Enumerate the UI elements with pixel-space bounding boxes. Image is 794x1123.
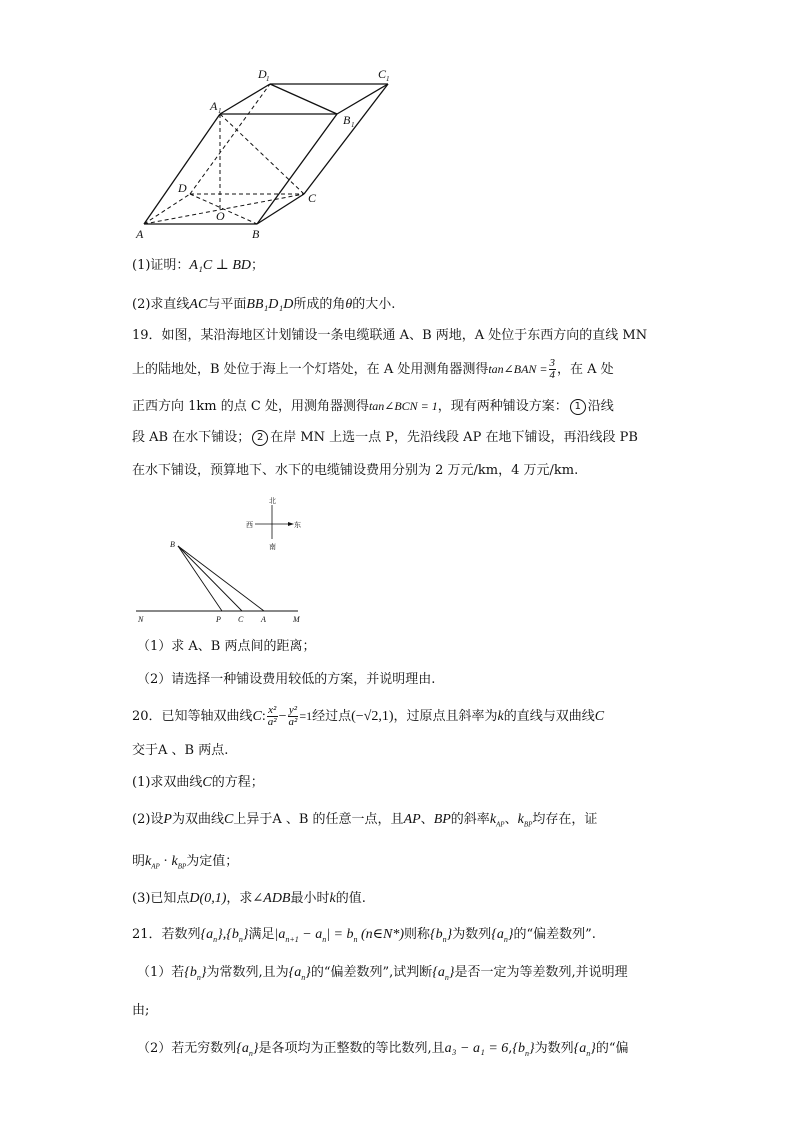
q20-p1-end: 的方程；	[211, 775, 264, 790]
q19-line4	[132, 428, 638, 448]
q19-line2-text: 上的陆地处，B 处位于海上一个灯塔处，在 A 处用测角器测得	[132, 362, 489, 377]
q20-p3-b: ，求∠	[226, 891, 264, 906]
circled-one-icon: 1	[570, 399, 586, 415]
q20-p1-c: C	[202, 775, 212, 790]
q19-fraction	[549, 358, 557, 381]
q19-line3-mid: ，现有两种铺设方案：	[437, 399, 568, 414]
q19-line2-end: ，在 A 处	[557, 362, 614, 377]
q20-p1-text: (1)求双曲线	[132, 775, 203, 790]
q18-p2-mid2: 所成的角	[293, 297, 346, 312]
q18-p1-prefix: (1)证明：	[132, 258, 190, 273]
fig-label-C: C	[238, 615, 244, 624]
q18-p2-mid: 与平面	[207, 297, 247, 312]
q20-p2-a: (2)设	[132, 812, 164, 827]
q20-c: C	[252, 709, 262, 724]
q21-p2-b: 是各项均为正整数的等比数列,且	[258, 1041, 445, 1056]
label-B1-sub: 1	[351, 121, 355, 129]
q18-p2-prefix: (2)求直线	[132, 297, 190, 312]
label-C1: C	[378, 67, 387, 81]
label-B: B	[252, 227, 260, 241]
q20-p3-k: k	[329, 891, 336, 906]
q20-part2: (2)设P为双曲线C上异于A 、B 的任意一点，且AP、BP的斜率$k_{AP}$、$k_{BP}$均存在，证	[132, 812, 598, 829]
q19-tan-bcn: tan∠BCN = 1	[368, 399, 438, 413]
q20-line-text: 的直线与双曲线	[503, 709, 595, 724]
q21-p1-b: 为常数列,且为	[206, 965, 289, 980]
q21-intro: 21．若数列	[132, 927, 201, 942]
q20-frac-x: $\frac{\text{x²}}{\text{a²}}$	[267, 704, 277, 728]
q21-p1-d: 是否一定为等差数列,并说明理	[454, 965, 628, 980]
q20-d: D(0,1)	[189, 891, 227, 906]
q19-sub2: （2）请选择一种铺设费用较低的方案，并说明理由.	[137, 672, 436, 687]
compass-east: 东	[294, 521, 301, 529]
q20-p3-c: 最小时	[290, 891, 330, 906]
q21-called: 则称	[404, 927, 431, 942]
q19-line1: 19．如图，某沿海地区计划铺设一条电缆联通 A、B 两地，A 处位于东西方向的直线 MN	[132, 328, 648, 343]
q20-bp: BP	[433, 812, 451, 827]
q19-sub1: （1）求 A、B 两点间的距离；	[137, 639, 316, 654]
q19-line4-end: 在岸 MN 上选一点 P，先沿线段 AP 在地下铺设，再沿线段 PB	[270, 430, 638, 445]
q20-frac-y: $\frac{\text{y²}}{\text{a²}}$	[288, 704, 298, 728]
q20-adb: ADB	[263, 891, 291, 906]
q18-part2	[132, 295, 395, 315]
label-A: A	[136, 227, 144, 241]
label-A1: A	[210, 99, 218, 113]
fig-label-P: P	[216, 615, 221, 624]
q20-point: (−√2,1)	[351, 709, 394, 724]
compass-south: 南	[269, 543, 276, 551]
q20-slope-text: ，过原点且斜率为	[393, 709, 498, 724]
fig-label-A: A	[261, 615, 266, 624]
q20-p2-b: 为双曲线	[171, 812, 224, 827]
q20-p3-d: 的值.	[335, 891, 366, 906]
circled-two-icon: 2	[252, 430, 268, 446]
q21-line1: 21．若数列$\{a_n\},\{b_n\}$满足$|a_{n+1} - a_n| = b_n$ (n∈N*)则称$\{b_n\}$为数列$\{a_n\}$的“偏差数列”.	[132, 927, 596, 944]
q19-line4-text: 段 AB 在水下铺设；	[132, 430, 251, 445]
parallelepiped-figure	[130, 62, 400, 244]
q20-k: k	[497, 709, 504, 724]
q21-part1: （1）若$\{b_n\}$为常数列,且为$\{a_n\}$的“偏差数列”,试判断$\{a_n\}$是否一定为等差数列,并说明理	[137, 965, 628, 982]
q20-line2: 交于A 、B 两点.	[132, 743, 229, 758]
q20-sep: 、	[420, 812, 434, 827]
q20-p2-d: 的斜率	[450, 812, 490, 827]
q19-line3-end: 沿线	[587, 399, 614, 414]
q20-p2-c-text: 上异于A 、B 的任意一点，且	[233, 812, 404, 827]
label-D1-sub: 1	[266, 75, 270, 83]
q20-c2: C	[594, 709, 605, 724]
q20-intro: 20．已知等轴双曲线	[132, 709, 253, 724]
fig-label-B: B	[170, 540, 175, 549]
label-O: O	[216, 209, 225, 223]
q19-line5: 在水下铺设，预算地下、水下的电缆铺设费用分别为 2 万元/km，4 万元/km.	[132, 463, 579, 478]
q20-p2-c: C	[224, 812, 234, 827]
q21-deviation: 的“偏差数列”.	[513, 927, 596, 942]
compass-west: 西	[246, 521, 253, 529]
q20-p3-a: (3)已知点	[132, 891, 190, 906]
q20-part3	[132, 889, 366, 909]
q21-p2-c: 为数列	[534, 1041, 574, 1056]
q19-frac-den: 4	[549, 369, 555, 381]
q18-p2-ac: AC	[189, 297, 208, 312]
q21-p2-a: （2）若无穷数列	[137, 1041, 237, 1056]
q20-kap: k	[489, 812, 497, 827]
q19-line2	[132, 358, 614, 381]
q20-part1	[132, 773, 264, 793]
q18-p2-suffix: 的大小.	[352, 297, 396, 312]
q21-part2: （2）若无穷数列$\{a_n\}$是各项均为正整数的等比数列,且$a_3 - a_1 = 6,\{b_n\}$为数列$\{a_n\}$的“偏	[137, 1041, 629, 1058]
compass-north: 北	[269, 497, 276, 505]
label-C: C	[308, 191, 317, 205]
label-B1: B	[343, 113, 351, 127]
q20-passes: 经过点	[312, 709, 352, 724]
q21-p1-c: 的“偏差数列”,试判断	[310, 965, 433, 980]
q18-part1	[132, 256, 264, 276]
q21-condition: a₃ − a₁ = 6	[444, 1041, 509, 1056]
q20-ap: AP	[403, 812, 421, 827]
q19-frac-num: 3	[549, 357, 555, 369]
q20-p2-f: 明	[132, 854, 146, 869]
q20-p2-e: 均存在，证	[532, 812, 598, 827]
q18-p2-theta: θ	[345, 297, 353, 312]
q20-p2-g: 为定值；	[186, 854, 239, 869]
q18-p1-math: A₁C ⊥ BD	[189, 258, 252, 273]
q18-p1-suffix: ；	[251, 258, 265, 273]
q21-as: 为数列	[452, 927, 492, 942]
q20-line1: 20．已知等轴双曲线C: $\frac{\text{x²}}{\text{a²}}$ − $\frac{\text{y²}}{\text{a²}}$ =1经过点(−√2,1)，过原点且斜率为k的直线与双曲线C	[132, 704, 605, 728]
q18-p2-plane: BB₁D₁D	[246, 297, 294, 312]
q21-satisfies: 满足	[248, 927, 275, 942]
q21-p2-d: 的“偏	[595, 1041, 629, 1056]
label-C1-sub: 1	[386, 75, 390, 83]
coastline-figure	[130, 538, 310, 626]
q20-p: P	[163, 812, 172, 827]
label-A1-sub: 1	[218, 107, 222, 115]
fig-label-N: N	[138, 615, 144, 624]
label-D1: D	[258, 67, 267, 81]
label-D: D	[178, 181, 187, 195]
q21-p1-a: （1）若	[137, 965, 185, 980]
q20-part2-cont: 明$k_{AP} \cdot k_{BP}$为定值；	[132, 854, 239, 871]
fig-label-M: M	[293, 615, 300, 624]
q19-line3	[132, 396, 614, 417]
q19-line3-text: 正西方向 1km 的点 C 处，用测角器测得	[132, 399, 369, 414]
q21-part1-cont: 由;	[132, 1003, 150, 1018]
q20-kbp: k	[517, 812, 524, 827]
q19-tan-ban: tan∠BAN =	[488, 362, 548, 376]
